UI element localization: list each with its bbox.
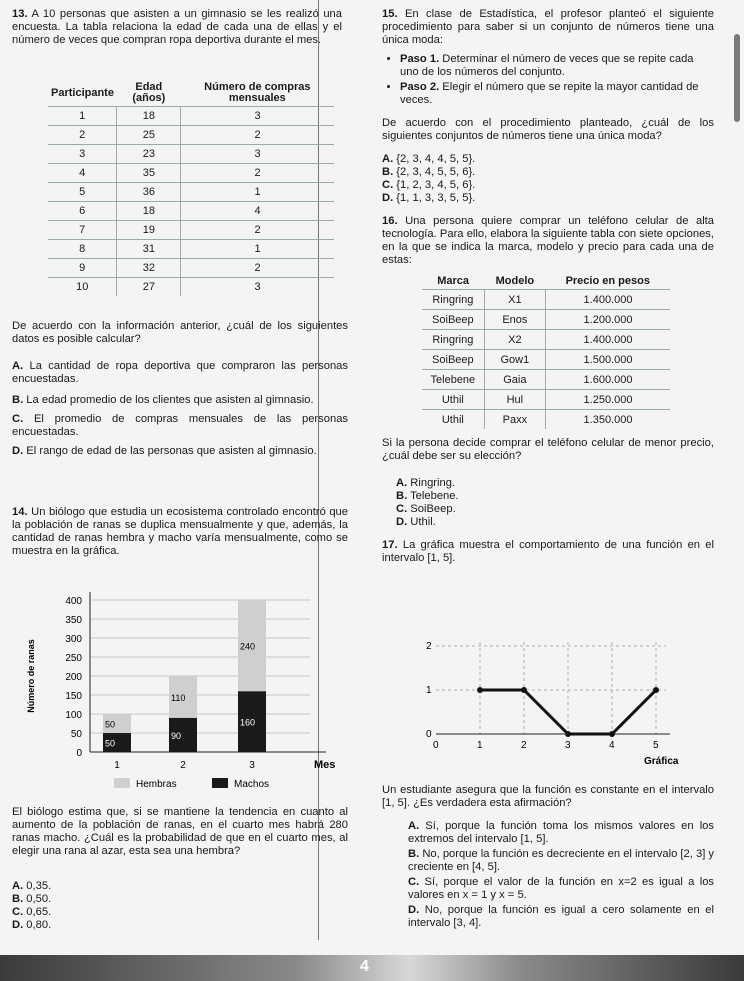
left-column (12, 8, 346, 47)
q16-cell: 1.500.000 (546, 350, 671, 370)
q14-option-a-text: 0,35. (26, 880, 52, 892)
q17-option-c-letter: C. (408, 876, 420, 888)
q17-option-a-text: Sí, porque la función toma los mismos valores en los extremos del intervalo [1, 5]. (408, 820, 714, 845)
q13-cell: 4 (48, 164, 117, 183)
q16-row (422, 330, 670, 350)
q13-option-b-text: La edad promedio de los clientes que asisten al gimnasio. (26, 394, 314, 406)
q16-option-c-letter: C. (396, 503, 408, 515)
q17-option-b-text: No, porque la función es decreciente en el intervalo [2, 3] y creciente en [4, 5]. (408, 848, 714, 873)
q16-cell: 1.200.000 (546, 310, 671, 330)
q15-option-d-text: {1, 1, 3, 3, 5, 5}. (396, 192, 476, 204)
q17-option-b[interactable] (408, 848, 714, 874)
data-label-machos: 50 (105, 738, 116, 749)
q15-option-c-text: {1, 2, 3, 4, 5, 6}. (396, 179, 476, 191)
q16-row (422, 350, 670, 370)
q14-option-d[interactable] (12, 919, 348, 932)
q16-option-c[interactable] (396, 503, 714, 516)
q16-cell: 1.400.000 (546, 290, 671, 310)
q15-option-a[interactable] (382, 153, 714, 166)
function-point (653, 687, 659, 693)
y-tick-label: 350 (65, 615, 82, 626)
x-tick-label: 1 (477, 740, 483, 751)
q16-row (422, 290, 670, 310)
y-tick-label: 250 (65, 653, 82, 664)
x-axis-label: Mes (314, 759, 336, 771)
q16-header-precio: Precio en pesos (565, 275, 650, 287)
q16-cell: 1.400.000 (546, 330, 671, 350)
q16-options (396, 477, 714, 529)
q15-option-b-letter: B. (382, 166, 394, 178)
q13-cell: 5 (48, 183, 117, 202)
data-label-machos: 90 (171, 730, 182, 741)
q17-option-d-text: No, porque la función es igual a cero solamente en el intervalo [3, 4]. (408, 904, 714, 929)
q16-option-d-letter: D. (396, 516, 408, 528)
q15-steps (382, 53, 714, 107)
data-label-hembras: 50 (105, 719, 116, 730)
q16-cell: 1.350.000 (546, 410, 671, 430)
q13-table (48, 80, 334, 296)
q16-cell: 1.250.000 (546, 390, 671, 410)
q17-statement (382, 539, 714, 565)
x-tick-label: 0 (433, 740, 439, 751)
y-tick-label: 2 (426, 641, 432, 652)
q17-option-d-letter: D. (408, 904, 420, 916)
q16-text: Una persona quiere comprar un teléfono celular de alta tecnología. Para ello, elabora la siguiente tabla con siete opciones, en la que se indica la marca, modelo y precio para cada una de estas: (382, 215, 715, 266)
q16-cell: Uthil (422, 410, 484, 430)
q13-row (48, 221, 334, 240)
q14-question-block (12, 806, 348, 932)
q16-cell: Telebene (422, 370, 484, 390)
q15-step-2 (400, 81, 714, 107)
q15-option-d-letter: D. (382, 192, 394, 204)
q13-option-b[interactable] (12, 394, 348, 407)
q13-option-c-text: El promedio de compras mensuales de las personas encuestadas. (12, 413, 349, 438)
q13-cell: 23 (117, 145, 181, 164)
q14-option-c[interactable] (12, 906, 348, 919)
q13-cell: 2 (181, 259, 334, 278)
q17-option-c[interactable] (408, 876, 714, 902)
y-tick-label: 400 (65, 596, 82, 607)
q15-option-b-text: {2, 3, 4, 5, 5, 6}. (396, 166, 476, 178)
q13-cell: 1 (48, 107, 117, 126)
q15-option-d[interactable] (382, 192, 714, 205)
q16-number: 16. (382, 215, 398, 227)
q13-row (48, 240, 334, 259)
q14-option-c-letter: C. (12, 906, 24, 918)
q13-cell: 18 (117, 202, 181, 221)
q13-number: 13. (12, 8, 28, 20)
q16-statement (382, 215, 714, 267)
q14-option-b-text: 0,50. (26, 893, 52, 905)
x-tick-label: 3 (249, 760, 255, 771)
q17-option-c-text: Sí, porque el valor de la función en x=2 es igual a los valores en x = 1 y x = 5. (408, 876, 715, 901)
x-tick-label: 4 (609, 740, 615, 751)
q13-header-participante: Participante (51, 86, 114, 99)
legend-swatch-hembras (114, 778, 130, 788)
q13-cell: 4 (181, 202, 334, 221)
q16-option-a-text: Ringring. (410, 477, 456, 489)
q17-question-block (382, 784, 714, 930)
q14-text: Un biólogo que estudia un ecosistema controlado encontró que la población de ranas se duplica mensualmente y que, además, la cantidad de ranas hembra y macho varía mensualmente, como se muestra en la gráfica. (12, 506, 349, 557)
q16-row (422, 410, 670, 430)
chart-title: Gráfica (644, 756, 679, 767)
q17-text: La gráfica muestra el comportamiento de una función en el intervalo [1, 5]. (382, 539, 715, 564)
q16-option-b-letter: B. (396, 490, 408, 502)
legend-swatch-machos (212, 778, 228, 788)
q16-option-b-text: Telebene. (410, 490, 459, 502)
data-label-machos: 160 (240, 717, 256, 728)
q16-header-marca: Marca (437, 275, 469, 287)
q13-cell: 3 (181, 145, 334, 164)
q16-cell: Ringring (422, 290, 484, 310)
q14-option-a-letter: A. (12, 880, 24, 892)
x-tick-label: 1 (114, 760, 120, 771)
function-point (565, 731, 571, 737)
q13-cell: 31 (117, 240, 181, 259)
q15-number: 15. (382, 8, 398, 20)
q13-row (48, 259, 334, 278)
legend-label-machos: Machos (234, 779, 270, 790)
q13-option-c-letter: C. (12, 413, 24, 425)
q15-option-c[interactable] (382, 179, 714, 192)
q14-option-d-letter: D. (12, 919, 24, 931)
q14-question: El biólogo estima que, si se mantiene la tendencia en cuanto al aumento de la población de ranas, en el cuarto mes habrá 280 ranas macho. ¿Cuál es la probabilidad de que en el cuarto mes, al elegir una rana al azar, esta sea una hembra? (12, 806, 348, 857)
q13-statement (12, 8, 342, 47)
q13-option-c[interactable] (12, 413, 348, 439)
q16-header-modelo: Modelo (495, 275, 535, 287)
function-point (609, 731, 615, 737)
q13-cell: 8 (48, 240, 117, 259)
y-tick-label: 0 (76, 748, 82, 759)
q15-step-1-label: Paso 1. (400, 53, 440, 65)
q16-cell: Ringring (422, 330, 484, 350)
y-tick-label: 200 (65, 672, 82, 683)
q15-text: En clase de Estadística, el profesor planteó el siguiente procedimiento para saber si un conjunto de números tiene una única moda: (382, 8, 715, 46)
q13-option-d-letter: D. (12, 445, 24, 457)
q13-question: De acuerdo con la información anterior, ¿cuál de los siguientes datos es posible calcular? (12, 320, 348, 345)
q13-cell: 7 (48, 221, 117, 240)
q16-cell: X1 (484, 290, 545, 310)
q13-option-a[interactable] (12, 360, 348, 386)
q17-option-a[interactable] (408, 820, 714, 846)
q17-option-b-letter: B. (408, 848, 420, 860)
q15-option-b[interactable] (382, 166, 714, 179)
q16-option-b[interactable] (396, 490, 714, 503)
q13-cell: 3 (181, 278, 334, 297)
q13-header-compras: Número de compras mensuales (204, 81, 311, 104)
q13-row (48, 164, 334, 183)
q16-cell: X2 (484, 330, 545, 350)
q16-option-a[interactable] (396, 477, 714, 490)
y-tick-label: 300 (65, 634, 82, 645)
q13-cell: 35 (117, 164, 181, 183)
q13-option-b-letter: B. (12, 394, 24, 406)
function-point (477, 687, 483, 693)
q17-question: Un estudiante asegura que la función es constante en el intervalo [1, 5]. ¿Es verdadera esta afirmación? (382, 784, 714, 809)
q16-option-d[interactable] (396, 516, 714, 529)
q15-step-2-label: Paso 2. (400, 81, 440, 93)
q13-cell: 2 (181, 221, 334, 240)
q13-options (12, 360, 348, 458)
q16-option-a-letter: A. (396, 477, 408, 489)
q16-cell: Gaia (484, 370, 545, 390)
q13-cell: 1 (181, 240, 334, 259)
x-tick-label: 2 (521, 740, 527, 751)
q15-step-1-text: Determinar el número de veces que se repite cada uno de los números del conjunto. (400, 53, 694, 78)
q13-cell: 3 (181, 107, 334, 126)
q16-row (422, 310, 670, 330)
q16-cell: Uthil (422, 390, 484, 410)
y-tick-label: 50 (70, 729, 82, 740)
q16-option-c-text: SoiBeep. (410, 503, 456, 515)
q16-question: Si la persona decide comprar el teléfono celular de menor precio, ¿cuál debe ser su elección? (382, 437, 714, 462)
q14-block (12, 506, 348, 558)
y-axis-label: Número de ranas (26, 639, 36, 713)
q16-cell: SoiBeep (422, 310, 484, 330)
y-tick-label: 150 (65, 691, 82, 702)
q16-cell: SoiBeep (422, 350, 484, 370)
q16-cell: 1.600.000 (546, 370, 671, 390)
q13-cell: 10 (48, 278, 117, 297)
x-tick-label: 2 (180, 760, 186, 771)
q16-row (422, 390, 670, 410)
q16-table (422, 273, 670, 429)
q16-cell: Gow1 (484, 350, 545, 370)
q15-step-1 (400, 53, 714, 79)
q13-row (48, 278, 334, 297)
function-chart (396, 636, 716, 776)
q13-cell: 25 (117, 126, 181, 145)
q13-question-block (12, 320, 348, 458)
q13-cell: 2 (181, 164, 334, 183)
q13-cell: 27 (117, 278, 181, 297)
q13-cell: 2 (48, 126, 117, 145)
page-footer (0, 955, 744, 981)
frog-population-chart (20, 586, 350, 796)
q13-row (48, 202, 334, 221)
x-tick-label: 3 (565, 740, 571, 751)
q15-statement (382, 8, 714, 47)
q15-step-2-text: Elegir el número que se repite la mayor cantidad de veces. (400, 81, 699, 106)
q16-row (422, 370, 670, 390)
scrollbar-thumb[interactable] (734, 34, 740, 122)
q13-option-d[interactable] (12, 445, 348, 458)
q13-cell: 1 (181, 183, 334, 202)
q13-cell: 3 (48, 145, 117, 164)
y-tick-label: 1 (426, 685, 432, 696)
q14-options (12, 880, 348, 932)
q13-cell: 32 (117, 259, 181, 278)
q13-cell: 9 (48, 259, 117, 278)
legend-label-hembras: Hembras (136, 779, 177, 790)
q14-option-b[interactable] (12, 893, 348, 906)
q16-cell: Enos (484, 310, 545, 330)
q17-option-a-letter: A. (408, 820, 420, 832)
q15-options (382, 153, 714, 205)
q16-cell: Paxx (484, 410, 545, 430)
q14-option-d-text: 0,80. (26, 919, 52, 931)
function-point (521, 687, 527, 693)
q13-cell: 19 (117, 221, 181, 240)
q13-row (48, 126, 334, 145)
q13-cell: 36 (117, 183, 181, 202)
q17-options (408, 820, 714, 930)
q15-option-a-letter: A. (382, 153, 394, 165)
q17-number: 17. (382, 539, 398, 551)
data-label-hembras: 110 (171, 692, 186, 703)
q14-number: 14. (12, 506, 28, 518)
y-tick-label: 100 (65, 710, 82, 721)
q15-question: De acuerdo con el procedimiento planteado, ¿cuál de los siguientes conjuntos de números tiene una única moda? (382, 117, 714, 142)
q13-cell: 6 (48, 202, 117, 221)
q13-option-d-text: El rango de edad de las personas que asisten al gimnasio. (26, 445, 317, 457)
data-label-hembras: 240 (240, 641, 256, 652)
q15-option-c-letter: C. (382, 179, 394, 191)
q13-row (48, 107, 334, 126)
q14-option-c-text: 0,65. (26, 906, 52, 918)
q13-header-edad: Edad (años) (132, 81, 166, 104)
q13-option-a-text: La cantidad de ropa deportiva que compraron las personas encuestadas. (12, 360, 348, 385)
q16-option-d-text: Uthil. (410, 516, 436, 528)
q13-row (48, 145, 334, 164)
q17-option-d[interactable] (408, 904, 714, 930)
q15-option-a-text: {2, 3, 4, 4, 5, 5}. (396, 153, 476, 165)
x-tick-label: 5 (653, 740, 659, 751)
q13-cell: 2 (181, 126, 334, 145)
q13-row (48, 183, 334, 202)
q13-text: A 10 personas que asisten a un gimnasio se les realizó una encuesta. La tabla relaciona la edad de cada una de ellas y el número de veces que compran ropa deportiva durante el mes. (12, 8, 342, 46)
page-number: 4 (360, 958, 369, 975)
q13-option-a-letter: A. (12, 360, 24, 372)
q13-cell: 18 (117, 107, 181, 126)
q14-statement (12, 506, 348, 558)
q16-cell: Hul (484, 390, 545, 410)
y-tick-label: 0 (426, 729, 432, 740)
q14-option-a[interactable] (12, 880, 348, 893)
right-column (382, 8, 714, 565)
q14-option-b-letter: B. (12, 893, 24, 905)
